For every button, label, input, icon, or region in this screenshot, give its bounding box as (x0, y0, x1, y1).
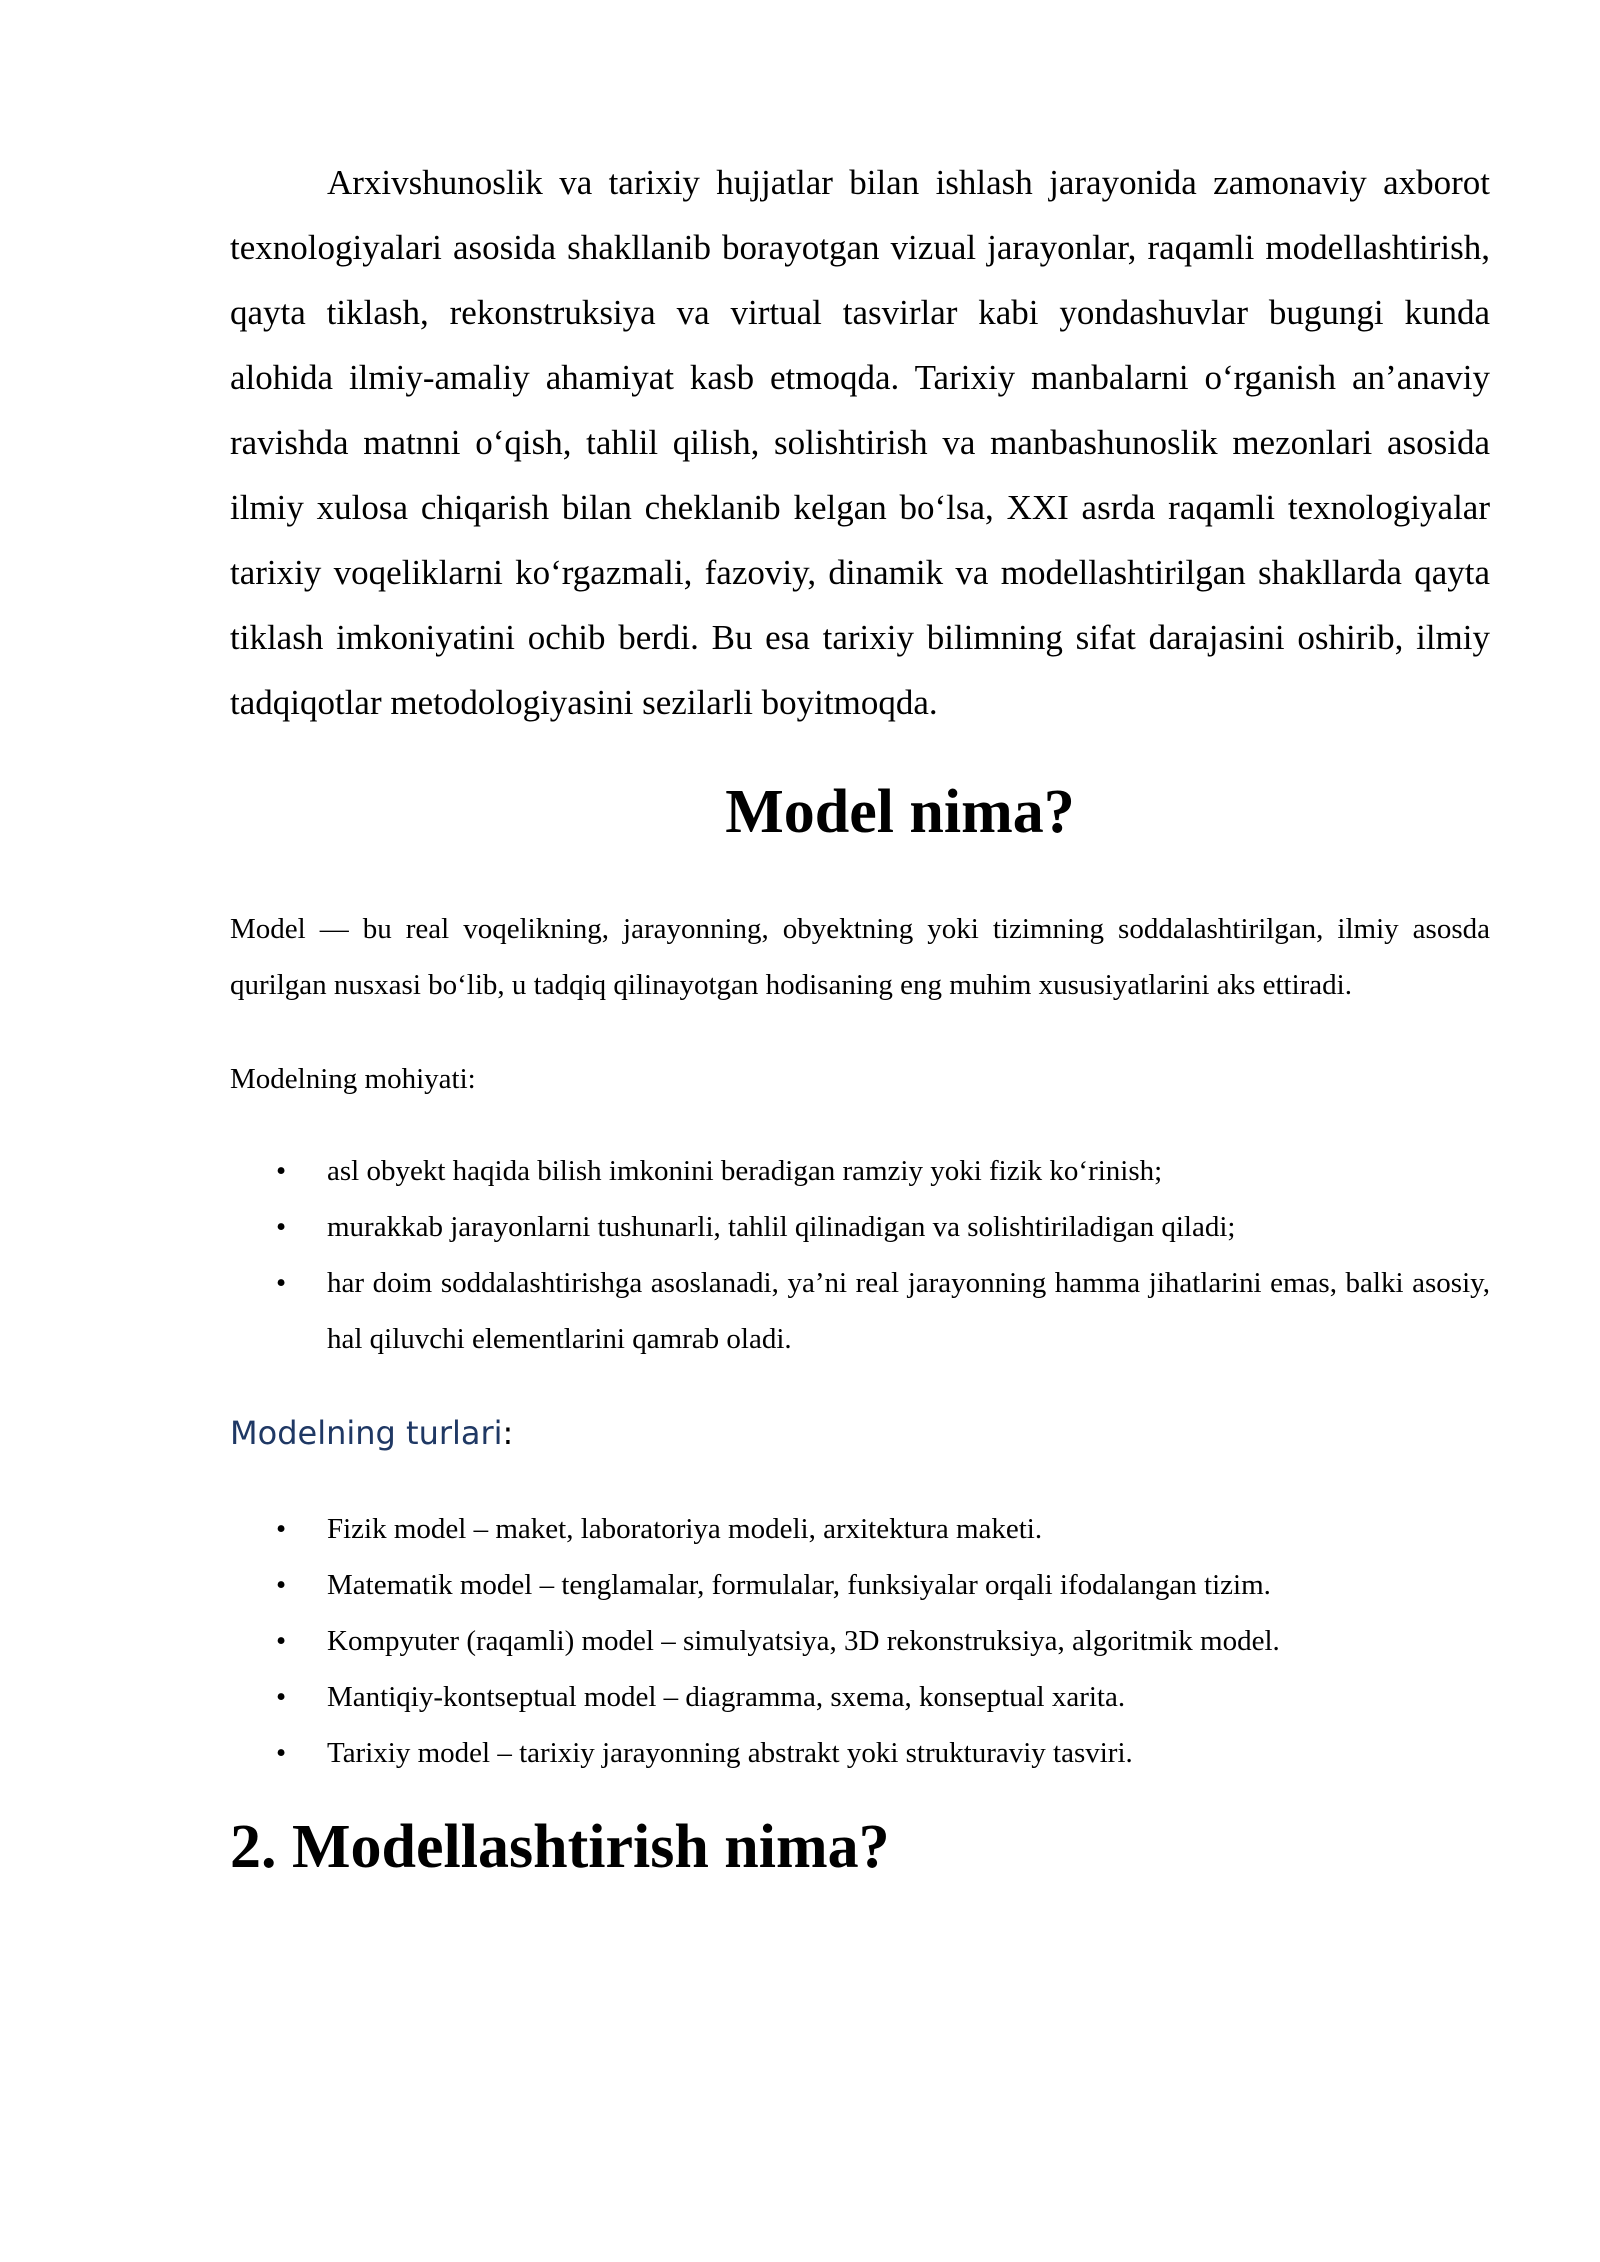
essence-list (230, 1143, 1490, 1367)
list-item (230, 1199, 1490, 1255)
list-item (230, 1557, 1490, 1613)
page-content (230, 150, 1490, 1887)
list-item-text: har doim soddalashtirishga asoslanadi, ya’ni real jarayonning hamma jihatlarini emas, balki asosiy, hal qiluvchi elementlarini qamrab oladi. (327, 1267, 1490, 1355)
types-colon: : (502, 1414, 514, 1452)
list-item (230, 1255, 1490, 1367)
list-item (230, 1143, 1490, 1199)
list-item-text: murakkab jarayonlarni tushunarli, tahlil qilinadigan va solishtiriladigan qiladi; (327, 1211, 1236, 1243)
list-item-text: Matematik model – tenglamalar, formulalar, funksiyalar orqali ifodalangan tizim. (327, 1569, 1271, 1601)
bullet-icon: • (276, 1681, 287, 1713)
list-item (230, 1669, 1490, 1725)
bullet-icon: • (276, 1211, 287, 1243)
bullet-icon: • (276, 1569, 287, 1601)
types-label: Modelning turlari (230, 1414, 503, 1452)
list-item-text: asl obyekt haqida bilish imkonini beradigan ramziy yoki fizik ko‘rinish; (327, 1155, 1163, 1187)
list-item-text: Mantiqiy-kontseptual model – diagramma, sxema, konseptual xarita. (327, 1681, 1126, 1713)
bullet-icon: • (276, 1513, 287, 1545)
types-subheading (230, 1405, 1490, 1461)
list-item-text: Tarixiy model – tarixiy jarayonning abstrakt yoki strukturaviy tasviri. (327, 1737, 1133, 1769)
essence-label: Modelning mohiyati: (230, 1063, 476, 1095)
list-item-text: Kompyuter (raqamli) model – simulyatsiya, 3D rekonstruksiya, algoritmik model. (327, 1625, 1280, 1657)
list-item (230, 1725, 1490, 1781)
intro-paragraph: Arxivshunoslik va tarixiy hujjatlar bilan ishlash jarayonida zamonaviy axborot texnologiyalari asosida shakllanib borayotgan vizual jarayonlar, raqamli modellashtirish, qayta tiklash, rekonstruksiya va virtual tasvirlar kabi yondashuvlar bugungi kunda alohida ilmiy-amaliy ahamiyat kasb etmoqda. Tarixiy manbalarni o‘rganish an’anaviy ravishda matnni o‘qish, tahlil qilish, solishtirish va manbashunoslik mezonlari asosida ilmiy xulosa chiqarish bilan cheklanib kelgan bo‘lsa, XXI asrda raqamli texnologiyalar tarixiy voqeliklarni ko‘rgazmali, fazoviy, dinamik va modellashtirilgan shakllarda qayta tiklash imkoniyatini ochib berdi. Bu esa tarixiy bilimning sifat darajasini oshirib, ilmiy tadqiqotlar metodologiyasini sezilarli boyitmoqda. (230, 163, 1490, 722)
bullet-icon: • (276, 1155, 287, 1187)
model-definition: Model — bu real voqelikning, jarayonning, obyektning yoki tizimning soddalashtirilgan, ilmiy asosda qurilgan nusxasi bo‘lib, u tadqiq qilinayotgan hodisaning eng muhim xususiyatlarini aks ettiradi. (230, 913, 1490, 1001)
list-item-text: Fizik model – maket, laboratoriya modeli, arxitektura maketi. (327, 1513, 1043, 1545)
bullet-icon: • (276, 1267, 287, 1299)
bullet-icon: • (276, 1737, 287, 1769)
types-list (230, 1501, 1490, 1781)
bullet-icon: • (276, 1625, 287, 1657)
list-item (230, 1613, 1490, 1669)
list-item (230, 1501, 1490, 1557)
section-title-modellashtirish: 2. Modellashtirish nima? (230, 1813, 890, 1881)
section-title-model: Model nima? (725, 778, 1075, 846)
